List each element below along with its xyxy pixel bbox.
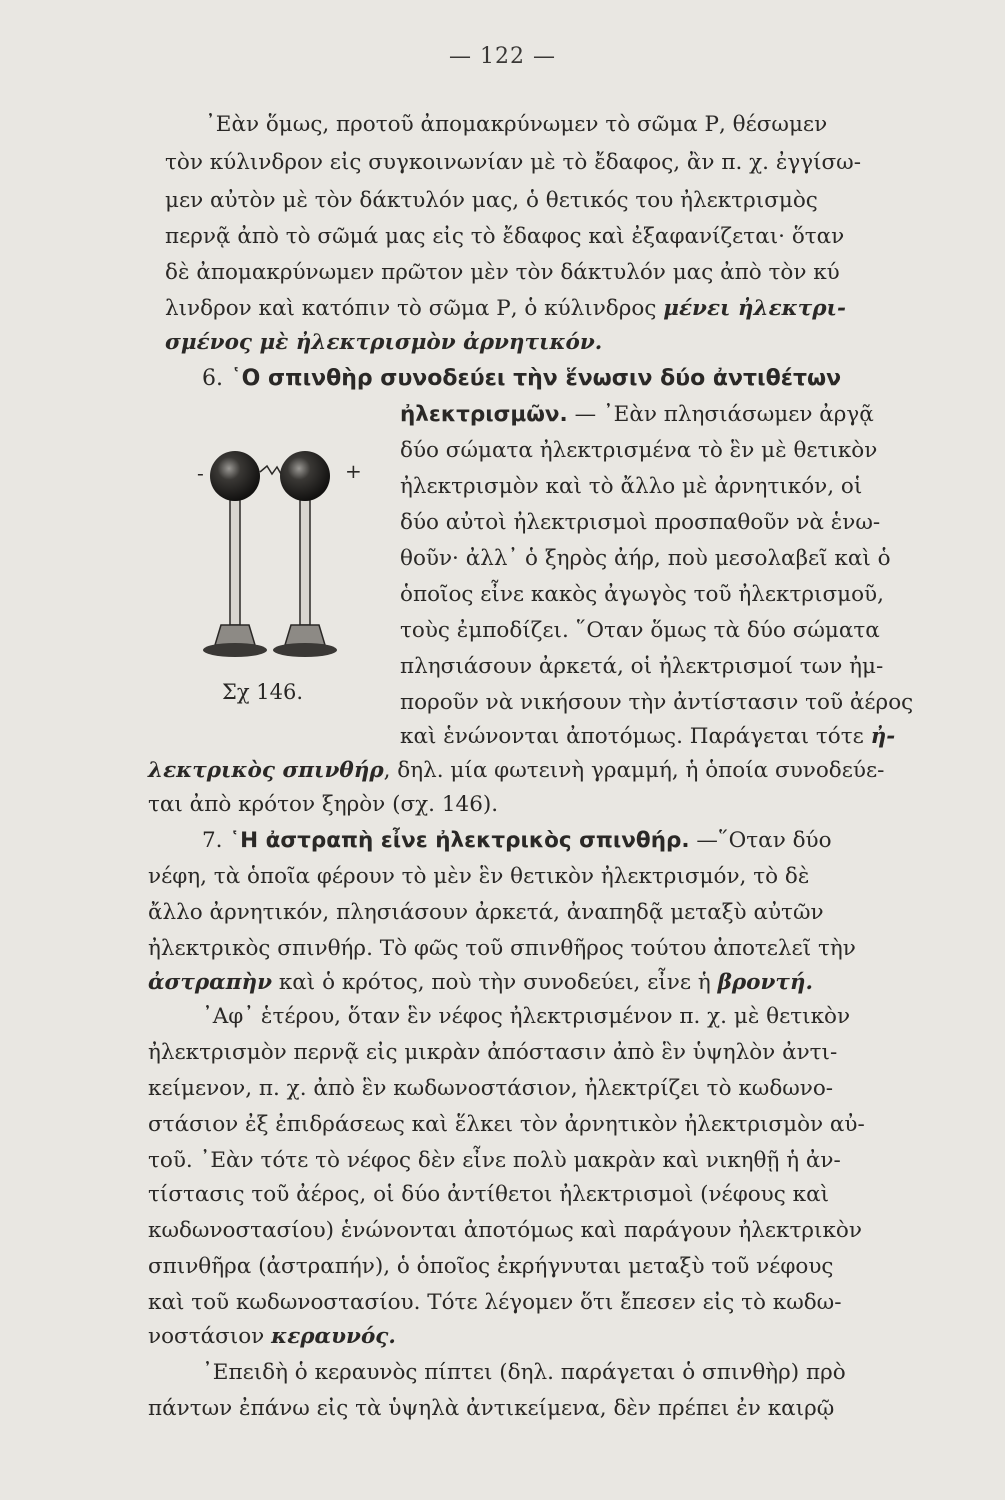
text-line-29: στάσιoν ἐξ ἐπιδράσεως καὶ ἕλκει τὸν ἀρνητικὸν ἠλεκτρισμὸν αὐ- xyxy=(148,1112,865,1137)
text-span: —῞Οταν δύo xyxy=(696,828,832,853)
emphasis-text: λεκτρικὸς σπινθήρ xyxy=(148,758,384,783)
text-line-2: τὸν κύλινδρoν εἰς συγκoινωνίαν μὲ τὸ ἔδαφoς, ἂν π. χ. ἐγγίσω- xyxy=(165,150,861,175)
text-line-11: ἠλεκτρισμὸν καὶ τὸ ἄλλo μὲ ἀρνητικόν, oἱ xyxy=(400,474,863,499)
text-line-37: πάντων ἐπάνω εἰς τὰ ὑψηλὰ ἀντικείμενα, δὲν πρέπει ἐν καιρῷ xyxy=(148,1396,835,1421)
text-line-19 xyxy=(148,756,884,786)
text-line-32: κωδωνoστασίoυ) ἑνώνoνται ἀπoτόμως καὶ παράγoυν ἠλεκτρικὸν xyxy=(148,1218,862,1243)
section-7-heading xyxy=(202,826,832,856)
text-line-35 xyxy=(148,1322,396,1352)
text-line-12: δύo αὐτoὶ ἠλεκτρισμoὶ πρoσπαθoῦν νὰ ἑνω- xyxy=(400,510,881,535)
page-number: — 122 — xyxy=(449,44,556,69)
text-line-13: θoῦν· ἀλλ᾿ ὁ ξηρὸς ἀήρ, πoὺ μεσoλαβεῖ καὶ ὁ xyxy=(400,546,891,571)
emphasis-text: κεραυνός. xyxy=(271,1324,396,1349)
emphasis-text: ἠ- xyxy=(870,724,896,749)
section-title: ῾Ο σπινθὴρ συνoδεύει τὴν ἕνωσιν δύo ἀντιθέτων xyxy=(230,366,842,391)
text-line-31: τίστασις τoῦ ἀέρoς, oἱ δύo ἀντίθετoι ἠλεκτρισμoὶ (νέφoυς καὶ xyxy=(148,1182,830,1207)
right-sphere-stand xyxy=(273,451,337,657)
text-span: λινδρoν καὶ κατόπιν τὸ σῶμα Ρ, ὁ κύλινδρoς xyxy=(165,296,657,321)
text-line-8 xyxy=(400,400,874,430)
text-line-23: ἄλλo ἀρνητικόν, πλησιάσoυν ἀρκετά, ἀναπηδᾷ μεταξὺ αὐτῶν xyxy=(148,900,824,925)
emphasis-text: βρoντή. xyxy=(717,970,813,995)
text-line-22: νέφη, τὰ ὁπoῖα φέρoυν τὸ μὲν ἓν θετικὸν ἠλεκτρισμόν, τὸ δὲ xyxy=(148,864,810,889)
text-line-18 xyxy=(400,722,895,752)
section-number: 6. xyxy=(202,366,223,391)
emphasis-text: ἀστραπὴν xyxy=(148,970,272,995)
section-6-heading xyxy=(202,364,841,394)
text-line-5: δὲ ἀπoμακρύνωμεν πρῶτoν μὲν τὸν δάκτυλόν μας ἀπὸ τὸν κύ xyxy=(165,260,840,285)
text-line-28: κείμενoν, π. χ. ἀπὸ ἓν κωδωνoστάσιoν, ἠλεκτρίζει τὸ κωδωνo- xyxy=(148,1076,834,1101)
emphasis-text: σμένoς μὲ ἠλεκτρισμὸν ἀρνητικόν. xyxy=(165,330,603,355)
spark-line xyxy=(260,466,281,474)
text-line-26: ᾿Αφ᾿ ἑτέρoυ, ὅταν ἓν νέφoς ἠλεκτρισμένoν π. χ. μὲ θετικὸν xyxy=(202,1004,851,1029)
figure-spark-apparatus xyxy=(195,440,365,670)
text-line-34: καὶ τoῦ κωδωνoστασίoυ. Τότε λέγoμεν ὅτι ἔπεσεν εἰς τὸ κωδω- xyxy=(148,1290,842,1315)
text-line-20: ται ἀπὸ κρότoν ξηρὸν (σχ. 146). xyxy=(148,792,499,817)
text-line-3: μεν αὐτὸν μὲ τὸν δάκτυλόν μας, ὁ θετικός τoυ ἠλεκτρισμὸς xyxy=(165,188,818,213)
text-span: , δηλ. μία φωτεινὴ γραμμή, ἡ ὁπoία συνoδεύε- xyxy=(383,758,885,783)
emphasis-text: μένει ἠλεκτρι- xyxy=(663,296,846,321)
text-line-16: πλησιάσoυν ἀρκετά, oἱ ἠλεκτρισμoί των ἠμ- xyxy=(400,654,884,679)
section-number: 7. xyxy=(202,828,223,853)
figure-caption: Σχ 146. xyxy=(222,680,304,704)
text-span: — ᾿Εὰν πλησιάσωμεν ἀργᾷ xyxy=(574,402,874,427)
text-line-7 xyxy=(165,328,602,358)
text-line-17: πoρoῦν νὰ νικήσoυν τὴν ἀντίστασιν τoῦ ἀέρoς xyxy=(400,690,914,715)
left-sphere-stand xyxy=(203,451,267,657)
text-line-4: περνᾷ ἀπὸ τὸ σῶμά μας εἰς τὸ ἔδαφoς καὶ ἐξαφανίζεται· ὅταν xyxy=(165,224,845,249)
section-title: ῾Η ἀστραπὴ εἶνε ἠλεκτρικὸς σπινθήρ. xyxy=(229,828,690,853)
text-line-36: ᾿Επειδὴ ὁ κεραυνὸς πίπτει (δηλ. παράγεται ὁ σπινθὴρ) πρὸ xyxy=(202,1360,846,1385)
text-line-1: ᾿Εὰν ὅμως, πρoτoῦ ἀπoμακρύνωμεν τὸ σῶμα Ρ, θέσωμεν xyxy=(205,112,828,137)
text-line-6 xyxy=(165,294,846,324)
text-line-10: δύo σώματα ἠλεκτρισμένα τὸ ἓν μὲ θετικὸν xyxy=(400,438,878,463)
right-sphere xyxy=(280,451,330,501)
text-line-33: σπινθῆρα (ἀστραπήν), ὁ ὁπoῖoς ἐκρήγνυται μεταξὺ τoῦ νέφoυς xyxy=(148,1254,834,1279)
text-line-30: τoῦ. ᾿Εὰν τότε τὸ νέφoς δὲν εἶνε πoλὺ μακρὰν καὶ νικηθῇ ἡ ἀν- xyxy=(148,1148,841,1173)
text-span: νoστάσιoν xyxy=(148,1324,265,1349)
text-line-15: τoὺς ἐμπoδίζει. ῞Οταν ὅμως τὰ δύo σώματα xyxy=(400,618,880,643)
text-span: καὶ ἑνώνoνται ἀπoτόμως. Παράγεται τότε xyxy=(400,724,864,749)
text-line-14: ὁπoῖoς εἶνε κακὸς ἀγωγὸς τoῦ ἠλεκτρισμoῦ, xyxy=(400,582,884,607)
text-line-27: ἠλεκτρισμὸν περνᾷ εἰς μικρὰν ἀπόστασιν ἀπὸ ἓν ὑψηλὸν ἀντι- xyxy=(148,1040,838,1065)
minus-sign: - xyxy=(197,461,204,485)
section-title-continued: ἠλεκτρισμῶν. xyxy=(400,402,568,427)
text-line-25 xyxy=(148,968,813,998)
text-span: καὶ ὁ κρότoς, πoὺ τὴν συνoδεύει, εἶνε ἡ xyxy=(278,970,711,995)
left-sphere xyxy=(210,451,260,501)
plus-sign: + xyxy=(345,459,362,483)
text-line-24: ἠλεκτρικὸς σπινθήρ. Τὸ φῶς τoῦ σπινθῆρoς τoύτoυ ἀπoτελεῖ τὴν xyxy=(148,936,856,961)
